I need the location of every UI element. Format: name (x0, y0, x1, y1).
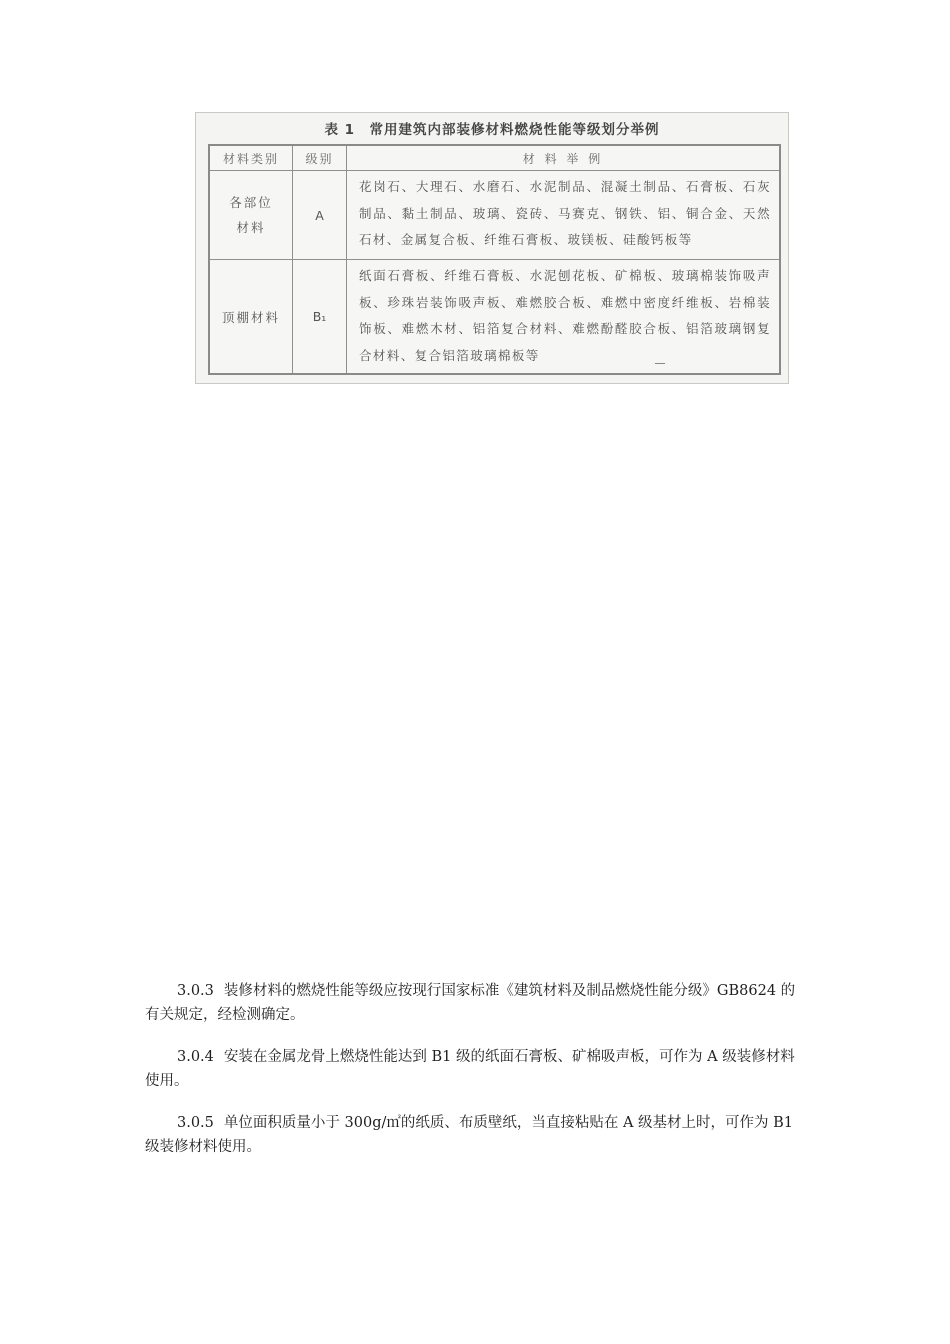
row-1-examples: 花岗石、大理石、水磨石、水泥制品、混凝土制品、石膏板、石灰制品、黏土制品、玻璃、瓷砖、马赛克、钢铁、铝、铜合金、天然石材、金属复合板、纤维石膏板、玻镁板、硅酸钙板等 (359, 179, 771, 247)
scan-mark (655, 363, 665, 364)
header-grade: 级别 (305, 151, 334, 166)
paragraph-3-0-3 (145, 979, 799, 1027)
materials-table (208, 144, 781, 375)
paragraph-3-0-4 (145, 1045, 799, 1093)
clause-text: 安装在金属龙骨上燃烧性能达到 B1 级的纸面石膏板、矿棉吸声板，可作为 A 级装修材料使用。 (145, 1049, 795, 1089)
clause-text: 单位面积质量小于 300g/㎡的纸质、布质壁纸，当直接粘贴在 A 级基材上时，可作为 B1 级装修材料使用。 (145, 1115, 794, 1155)
row-1-grade: A (315, 207, 324, 223)
header-examples: 材 料 举 例 (522, 151, 604, 166)
clause-number: 3.0.3 (177, 983, 214, 999)
row-2-grade: B₁ (312, 309, 327, 324)
clause-number: 3.0.5 (177, 1115, 214, 1131)
paragraph-3-0-5 (145, 1111, 799, 1159)
row-1-category: 各部位 材料 (229, 195, 273, 235)
clause-text: 装修材料的燃烧性能等级应按现行国家标准《建筑材料及制品燃烧性能分级》GB8624 的有关规定，经检测确定。 (145, 983, 796, 1023)
row-2-examples: 纸面石膏板、纤维石膏板、水泥刨花板、矿棉板、玻璃棉装饰吸声板、珍珠岩装饰吸声板、难燃胶合板、难燃中密度纤维板、岩棉装饰板、难燃木材、铝箔复合材料、难燃酚醛胶合板、铝箔玻璃钢复合材料、复合铝箔玻璃棉板等 (359, 268, 771, 363)
header-category: 材料类别 (222, 151, 279, 166)
clause-number: 3.0.4 (177, 1049, 214, 1065)
table-figure (195, 112, 789, 384)
table-caption: 表 1 常用建筑内部装修材料燃烧性能等级划分举例 (324, 122, 660, 138)
row-2-category: 顶棚材料 (221, 309, 280, 325)
